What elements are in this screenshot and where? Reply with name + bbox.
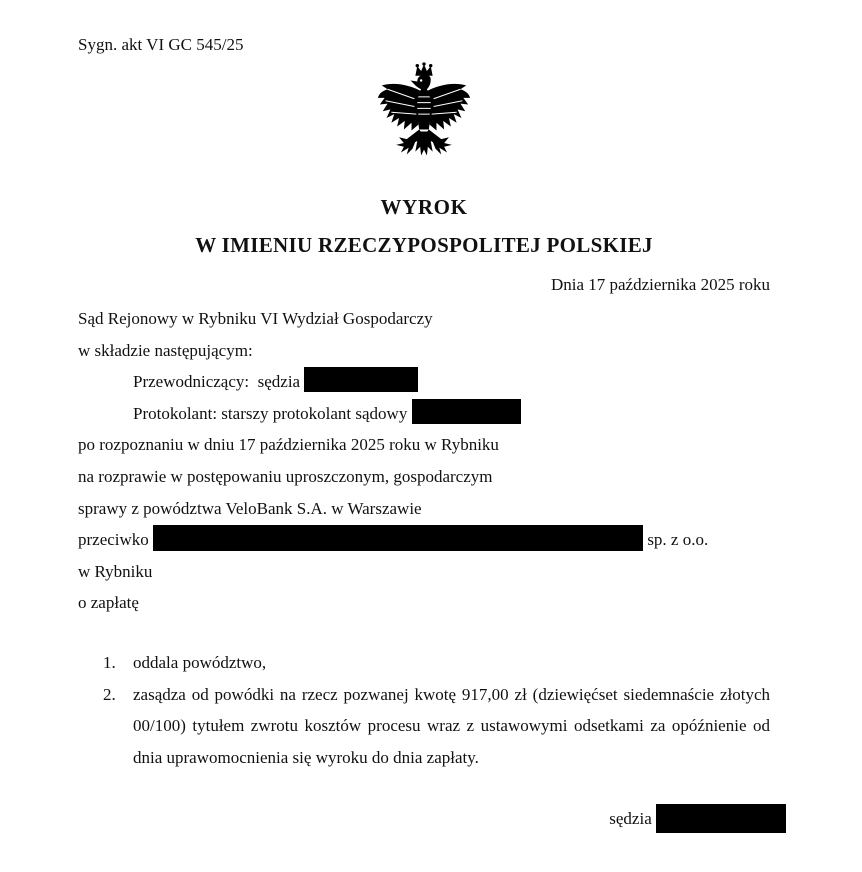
plaintiff-line: sprawy z powództwa VeloBank S.A. w Warszawie (78, 498, 422, 518)
redacted-clerk-name (412, 399, 521, 424)
judgment-subtitle: W IMIENIU RZECZYPOSPOLITEJ POLSKIEJ (195, 233, 653, 257)
presiding-judge-line (78, 366, 770, 398)
ruling-list (78, 647, 770, 773)
redacted-judge-name (304, 367, 418, 392)
hearing-line-2: na rozprawie w postępowaniu uproszczonym, gospodarczym (78, 466, 493, 486)
ruling-item-text: zasądza od powódki na rzecz pozwanej kwotę 917,00 zł (dziewięćset siedemnaście złotych 00/100) tytułem zwrotu kosztów procesu wraz z ustawowymi odsetkami za opóźnienie od dnia uprawomocnienia się wyroku do dnia zapłaty. (133, 684, 770, 767)
redacted-defendant-name (153, 525, 643, 551)
presiding-judge-label: Przewodniczący: sędzia (133, 372, 301, 392)
ruling-item (103, 647, 770, 679)
judgment-body (78, 303, 770, 619)
clerk-line (78, 398, 770, 430)
ruling-item (103, 679, 770, 774)
ruling-item-number: 1. (103, 652, 116, 672)
defendant-prefix: przeciwko (78, 530, 149, 550)
case-number: Sygn. akt VI GC 545/25 (78, 35, 244, 54)
court-name: Sąd Rejonowy w Rybniku VI Wydział Gospodarczy (78, 309, 433, 328)
judgment-title: WYROK (380, 195, 468, 219)
clerk-label: Protokolant: starszy protokolant sądowy (133, 403, 408, 423)
defendant-line (78, 524, 770, 556)
hearing-line-1: po rozpoznaniu w dniu 17 października 2025 roku w Rybniku (78, 435, 499, 455)
date-line: Dnia 17 października 2025 roku (550, 275, 770, 294)
subject-line: o zapłatę (78, 593, 139, 613)
ruling-item-text: oddala powództwo, (133, 652, 267, 672)
coat-of-arms (78, 62, 770, 179)
ruling-item-number: 2. (103, 684, 116, 704)
defendant-suffix: sp. z o.o. (647, 530, 709, 550)
polish-eagle-icon (376, 62, 472, 174)
defendant-location: w Rybniku (78, 561, 153, 581)
signature-label: sędzia (609, 809, 652, 829)
panel-intro: w składzie następującym: (78, 340, 253, 360)
redacted-signature-name (656, 804, 786, 833)
signature-line (78, 803, 786, 835)
